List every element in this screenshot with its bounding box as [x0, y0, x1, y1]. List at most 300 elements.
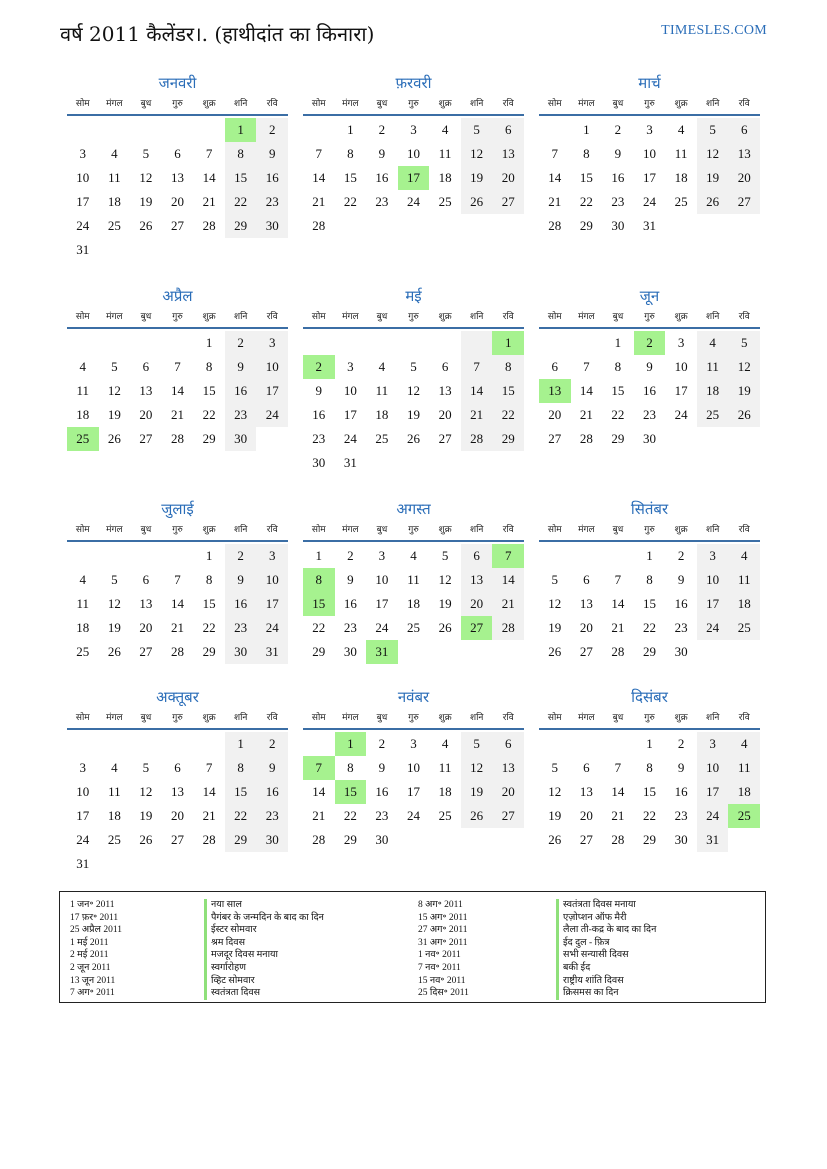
day-cell: 8: [225, 756, 257, 780]
day-cell: 1: [205, 335, 213, 350]
weekday-label: रवि: [266, 713, 278, 723]
weekday-label: सोम: [311, 713, 326, 723]
day-cell: 30: [375, 832, 389, 847]
weekday-label: शनि: [705, 312, 720, 322]
day-cell: 1: [583, 122, 590, 137]
day-cell: 11: [76, 383, 90, 398]
day-cell: 12: [107, 383, 121, 398]
day-cell: 3: [79, 146, 87, 161]
day-cell: 10: [343, 383, 357, 398]
day-cell: 1: [347, 122, 354, 137]
weekday-header: [539, 94, 760, 116]
weekday-header: [67, 307, 288, 329]
day-cell: 2: [225, 544, 257, 568]
day-cell: 11: [407, 572, 420, 587]
day-cell: 29: [579, 218, 593, 233]
weekday-label: शनि: [233, 312, 248, 322]
day-cell: 22: [642, 808, 656, 823]
day-cell: 4: [441, 736, 449, 751]
empty-cell: [539, 331, 571, 355]
month-4: [67, 285, 288, 451]
day-cell: 30: [256, 214, 288, 238]
weekday-label: गुरु: [408, 99, 419, 109]
day-cell: 3: [347, 359, 354, 374]
day-cell: 9: [315, 383, 323, 398]
holiday-name: मजदूर दिवस मनाया: [204, 949, 324, 962]
weekday-label: मंगल: [578, 525, 595, 535]
day-cell: 24: [256, 403, 288, 427]
weekday-label: शुक्र: [438, 525, 452, 535]
holiday-date: 25 अप्रैल 2011: [70, 925, 123, 936]
day-cell: 22: [611, 407, 625, 422]
day-cell: 7: [205, 760, 213, 775]
weekday-label: मंगल: [106, 525, 123, 535]
empty-cell: [366, 214, 398, 238]
weekday-label: शुक्र: [438, 713, 452, 723]
day-cell: 18: [76, 620, 90, 635]
empty-cell: [429, 828, 461, 852]
day-cell: 8: [347, 760, 354, 775]
day-cell: 22: [343, 808, 357, 823]
day-cell: 16: [674, 784, 688, 799]
day-cell: 16: [611, 170, 625, 185]
day-cell: 5: [142, 146, 150, 161]
holiday-name: नया साल: [204, 899, 324, 912]
day-cell: 24: [697, 804, 729, 828]
day-cell: 12: [461, 142, 493, 166]
day-cell: 11: [108, 170, 121, 185]
weekday-label: गुरु: [172, 312, 183, 322]
empty-cell: [193, 852, 225, 876]
weekday-label: शुक्र: [438, 312, 452, 322]
day-cell: 9: [256, 142, 288, 166]
day-cell: 15: [492, 379, 524, 403]
day-cell: 11: [76, 596, 90, 611]
weekday-label: शनि: [705, 713, 720, 723]
day-cell: 4: [79, 359, 87, 374]
empty-cell: [398, 214, 430, 238]
day-cell: 3: [79, 760, 87, 775]
day-cell: 2: [256, 732, 288, 756]
month-5: [303, 285, 524, 475]
empty-cell: [602, 732, 634, 756]
holiday-date: 1 मई 2011: [70, 937, 109, 948]
day-cell: 19: [697, 166, 729, 190]
day-cell: 20: [461, 592, 493, 616]
weekday-label: गुरु: [644, 312, 655, 322]
day-cell: 3: [697, 732, 729, 756]
day-cell: 14: [548, 170, 562, 185]
empty-cell: [571, 544, 603, 568]
day-cell: 18: [728, 592, 760, 616]
holiday-date: 1 नव॰ 2011: [418, 950, 461, 961]
weekday-header: [303, 708, 524, 730]
weekday-label: मंगल: [578, 99, 595, 109]
day-cell: 8: [583, 146, 590, 161]
empty-cell: [398, 640, 430, 664]
day-cell: 17: [76, 808, 90, 823]
empty-cell: [492, 451, 524, 475]
day-cell: 18: [76, 407, 90, 422]
weekday-header: [303, 94, 524, 116]
day-cell: 19: [139, 808, 153, 823]
day-cell: 17: [674, 383, 688, 398]
day-cell: 31: [76, 856, 90, 871]
holiday-name: क्रिसमस का दिन: [556, 987, 656, 1000]
day-cell: 9: [677, 760, 685, 775]
holiday-date: 8 अग॰ 2011: [418, 900, 463, 910]
holiday-day-cell: 1: [335, 732, 367, 756]
day-cell: 13: [579, 784, 593, 799]
holiday-name: व्हिट सोमवार: [204, 975, 324, 988]
day-cell: 2: [378, 736, 386, 751]
day-cell: 22: [202, 407, 216, 422]
site-name[interactable]: TIMESLES.COM: [661, 23, 767, 38]
day-grid: [303, 118, 524, 238]
weekday-label: शुक्र: [202, 312, 216, 322]
empty-cell: [429, 331, 461, 355]
holiday-date: 15 नव॰ 2011: [418, 975, 466, 986]
day-cell: 19: [728, 379, 760, 403]
day-cell: 2: [677, 736, 685, 751]
holiday-day-cell: 17: [398, 166, 430, 190]
day-cell: 30: [674, 644, 688, 659]
month-7: [67, 498, 288, 664]
empty-cell: [335, 214, 367, 238]
day-cell: 21: [170, 620, 184, 635]
day-cell: 6: [174, 146, 181, 161]
day-cell: 28: [611, 644, 625, 659]
holiday-day-cell: 15: [335, 780, 367, 804]
weekday-label: बुध: [376, 525, 388, 535]
month-10: [67, 686, 288, 876]
day-cell: 6: [492, 732, 524, 756]
empty-cell: [67, 118, 99, 142]
day-cell: 4: [79, 572, 87, 587]
day-cell: 23: [312, 431, 326, 446]
empty-cell: [67, 732, 99, 756]
weekday-label: गुरु: [644, 525, 655, 535]
day-cell: 24: [76, 832, 90, 847]
weekday-label: मंगल: [342, 312, 359, 322]
empty-cell: [303, 732, 335, 756]
day-cell: 5: [410, 359, 417, 374]
holiday-name: राष्ट्रीय शांति दिवस: [556, 975, 656, 988]
day-cell: 5: [142, 760, 150, 775]
weekday-label: रवि: [502, 99, 514, 109]
day-cell: 16: [642, 383, 656, 398]
day-cell: 9: [225, 355, 257, 379]
day-cell: 7: [583, 359, 590, 374]
day-cell: 9: [347, 572, 354, 587]
day-cell: 6: [492, 118, 524, 142]
day-cell: 17: [256, 592, 288, 616]
day-cell: 3: [697, 544, 729, 568]
empty-cell: [492, 214, 524, 238]
day-cell: 28: [492, 616, 524, 640]
day-cell: 7: [205, 146, 213, 161]
holiday-name: स्वतंत्रता दिवस मनाया: [556, 899, 656, 912]
day-cell: 27: [492, 804, 524, 828]
empty-cell: [162, 852, 194, 876]
day-cell: 23: [611, 194, 625, 209]
empty-cell: [366, 331, 398, 355]
day-cell: 18: [674, 170, 688, 185]
weekday-label: शनि: [705, 99, 720, 109]
day-cell: 4: [378, 359, 386, 374]
day-cell: 29: [202, 431, 216, 446]
holiday-date: 13 जून 2011: [70, 975, 116, 986]
day-cell: 19: [461, 780, 493, 804]
day-cell: 16: [674, 596, 688, 611]
holiday-name: स्वतंत्रता दिवस: [204, 987, 324, 1000]
day-cell: 19: [548, 808, 562, 823]
day-cell: 22: [202, 620, 216, 635]
day-cell: 24: [642, 194, 656, 209]
day-cell: 21: [312, 808, 326, 823]
holiday-name: सभी सन्यासी दिवस: [556, 949, 656, 962]
day-grid: [67, 544, 288, 664]
day-cell: 5: [697, 118, 729, 142]
day-cell: 28: [548, 218, 562, 233]
day-cell: 14: [202, 784, 216, 799]
day-cell: 12: [139, 170, 153, 185]
month-name: दिसंबर: [631, 688, 668, 706]
empty-cell: [99, 331, 131, 355]
empty-cell: [665, 214, 697, 238]
weekday-label: शुक्र: [674, 525, 688, 535]
day-cell: 25: [406, 620, 420, 635]
day-cell: 4: [728, 544, 760, 568]
month-name: नवंबर: [397, 688, 430, 706]
day-cell: 20: [492, 780, 524, 804]
day-cell: 28: [579, 431, 593, 446]
day-cell: 15: [225, 780, 257, 804]
day-cell: 20: [548, 407, 562, 422]
day-cell: 13: [579, 596, 593, 611]
day-cell: 3: [256, 544, 288, 568]
weekday-label: मंगल: [106, 713, 123, 723]
day-cell: 9: [256, 756, 288, 780]
day-cell: 23: [256, 190, 288, 214]
day-cell: 30: [343, 644, 357, 659]
weekday-label: शनि: [233, 99, 248, 109]
month-12: [539, 686, 760, 852]
day-cell: 15: [579, 170, 593, 185]
empty-cell: [130, 732, 162, 756]
weekday-label: बुध: [612, 312, 624, 322]
day-cell: 29: [611, 431, 625, 446]
day-cell: 18: [438, 170, 452, 185]
day-cell: 15: [202, 596, 216, 611]
empty-cell: [193, 118, 225, 142]
day-cell: 20: [579, 808, 593, 823]
day-cell: 25: [674, 194, 688, 209]
day-cell: 29: [492, 427, 524, 451]
day-cell: 20: [438, 407, 452, 422]
day-cell: 5: [461, 118, 493, 142]
weekday-label: गुरु: [408, 713, 419, 723]
holiday-day-cell: 2: [634, 331, 666, 355]
day-cell: 26: [461, 190, 493, 214]
day-cell: 13: [461, 568, 493, 592]
empty-cell: [429, 640, 461, 664]
weekday-label: बुध: [376, 99, 388, 109]
day-cell: 4: [697, 331, 729, 355]
day-cell: 3: [378, 548, 386, 563]
weekday-label: बुध: [376, 713, 388, 723]
day-cell: 13: [492, 756, 524, 780]
weekday-header: [539, 520, 760, 542]
day-cell: 21: [611, 808, 625, 823]
day-cell: 6: [728, 118, 760, 142]
empty-cell: [728, 214, 760, 238]
holiday-name: ईस्टर सोमवार: [204, 924, 324, 937]
day-cell: 23: [674, 808, 688, 823]
day-cell: 12: [461, 756, 493, 780]
holiday-names-right: [556, 899, 656, 1000]
holiday-date: 7 अग॰ 2011: [70, 988, 115, 999]
weekday-header: [67, 708, 288, 730]
weekday-label: सोम: [547, 713, 562, 723]
day-cell: 18: [375, 407, 389, 422]
weekday-header: [303, 307, 524, 329]
day-cell: 22: [312, 620, 326, 635]
day-cell: 15: [611, 383, 625, 398]
day-grid: [539, 544, 760, 664]
day-cell: 18: [438, 784, 452, 799]
day-cell: 21: [202, 808, 216, 823]
weekday-header: [539, 307, 760, 329]
day-cell: 31: [642, 218, 656, 233]
empty-cell: [162, 118, 194, 142]
weekday-label: रवि: [738, 312, 750, 322]
day-cell: 29: [202, 644, 216, 659]
day-cell: 25: [107, 832, 121, 847]
holiday-day-cell: 31: [366, 640, 398, 664]
day-cell: 1: [225, 732, 257, 756]
holiday-name: बकी ईद: [556, 962, 656, 975]
day-cell: 20: [579, 620, 593, 635]
day-cell: 21: [548, 194, 562, 209]
empty-cell: [256, 238, 288, 262]
month-name: फ़रवरी: [395, 74, 432, 92]
day-cell: 10: [406, 146, 420, 161]
day-cell: 3: [410, 122, 417, 137]
month-9: [539, 498, 760, 664]
day-cell: 18: [697, 379, 729, 403]
month-name: जून: [639, 287, 660, 305]
day-cell: 1: [646, 736, 653, 751]
empty-cell: [665, 427, 697, 451]
holiday-day-cell: 13: [539, 379, 571, 403]
day-cell: 14: [312, 170, 326, 185]
day-grid: [303, 331, 524, 475]
empty-cell: [99, 238, 131, 262]
day-cell: 11: [697, 355, 729, 379]
day-cell: 2: [378, 122, 386, 137]
day-cell: 31: [697, 828, 729, 852]
day-cell: 9: [378, 146, 386, 161]
day-cell: 28: [170, 644, 184, 659]
weekday-label: बुध: [376, 312, 388, 322]
day-cell: 8: [347, 146, 354, 161]
day-cell: 16: [312, 407, 326, 422]
day-cell: 21: [611, 620, 625, 635]
day-cell: 10: [76, 170, 90, 185]
day-cell: 3: [410, 736, 417, 751]
day-cell: 2: [614, 122, 622, 137]
weekday-label: बुध: [140, 312, 152, 322]
day-cell: 6: [461, 544, 493, 568]
day-cell: 20: [728, 166, 760, 190]
day-cell: 21: [579, 407, 593, 422]
empty-cell: [492, 828, 524, 852]
holiday-dates-right: [418, 899, 469, 1000]
holiday-day-cell: 2: [303, 355, 335, 379]
day-cell: 6: [142, 359, 150, 374]
empty-cell: [303, 331, 335, 355]
day-cell: 13: [139, 596, 153, 611]
day-cell: 17: [256, 379, 288, 403]
day-cell: 12: [548, 596, 562, 611]
page-title: वर्ष 2011 कैलेंडर।. (हाथीदांत का किनारा): [60, 22, 375, 46]
day-cell: 7: [461, 355, 493, 379]
day-cell: 29: [312, 644, 326, 659]
weekday-label: शुक्र: [674, 713, 688, 723]
day-grid: [539, 118, 760, 238]
day-cell: 21: [312, 194, 326, 209]
empty-cell: [67, 331, 99, 355]
day-cell: 27: [728, 190, 760, 214]
day-cell: 7: [174, 572, 181, 587]
weekday-header: [303, 520, 524, 542]
weekday-label: रवि: [266, 99, 278, 109]
day-cell: 26: [107, 644, 121, 659]
day-cell: 12: [107, 596, 121, 611]
day-cell: 29: [343, 832, 357, 847]
day-cell: 24: [375, 620, 389, 635]
day-cell: 19: [107, 407, 121, 422]
day-cell: 9: [677, 572, 685, 587]
weekday-label: शुक्र: [674, 312, 688, 322]
day-cell: 20: [139, 620, 153, 635]
weekday-label: रवि: [266, 312, 278, 322]
day-cell: 27: [139, 644, 153, 659]
weekday-label: सोम: [75, 99, 90, 109]
day-cell: 25: [438, 808, 452, 823]
day-cell: 7: [614, 572, 622, 587]
day-cell: 26: [107, 431, 121, 446]
holiday-date: 25 दिस॰ 2011: [418, 988, 469, 999]
day-cell: 21: [492, 592, 524, 616]
day-cell: 13: [728, 142, 760, 166]
day-cell: 21: [202, 194, 216, 209]
day-cell: 30: [312, 455, 326, 470]
weekday-label: गुरु: [644, 713, 655, 723]
day-cell: 28: [312, 218, 326, 233]
weekday-label: रवि: [502, 713, 514, 723]
day-cell: 11: [375, 383, 389, 398]
day-cell: 24: [406, 808, 420, 823]
weekday-label: शनि: [469, 713, 484, 723]
holiday-date: 2 जून 2011: [70, 962, 111, 973]
empty-cell: [162, 544, 194, 568]
day-cell: 26: [461, 804, 493, 828]
holiday-name: स्वर्गारोहण: [204, 962, 324, 975]
day-cell: 16: [375, 170, 389, 185]
weekday-label: मंगल: [342, 99, 359, 109]
